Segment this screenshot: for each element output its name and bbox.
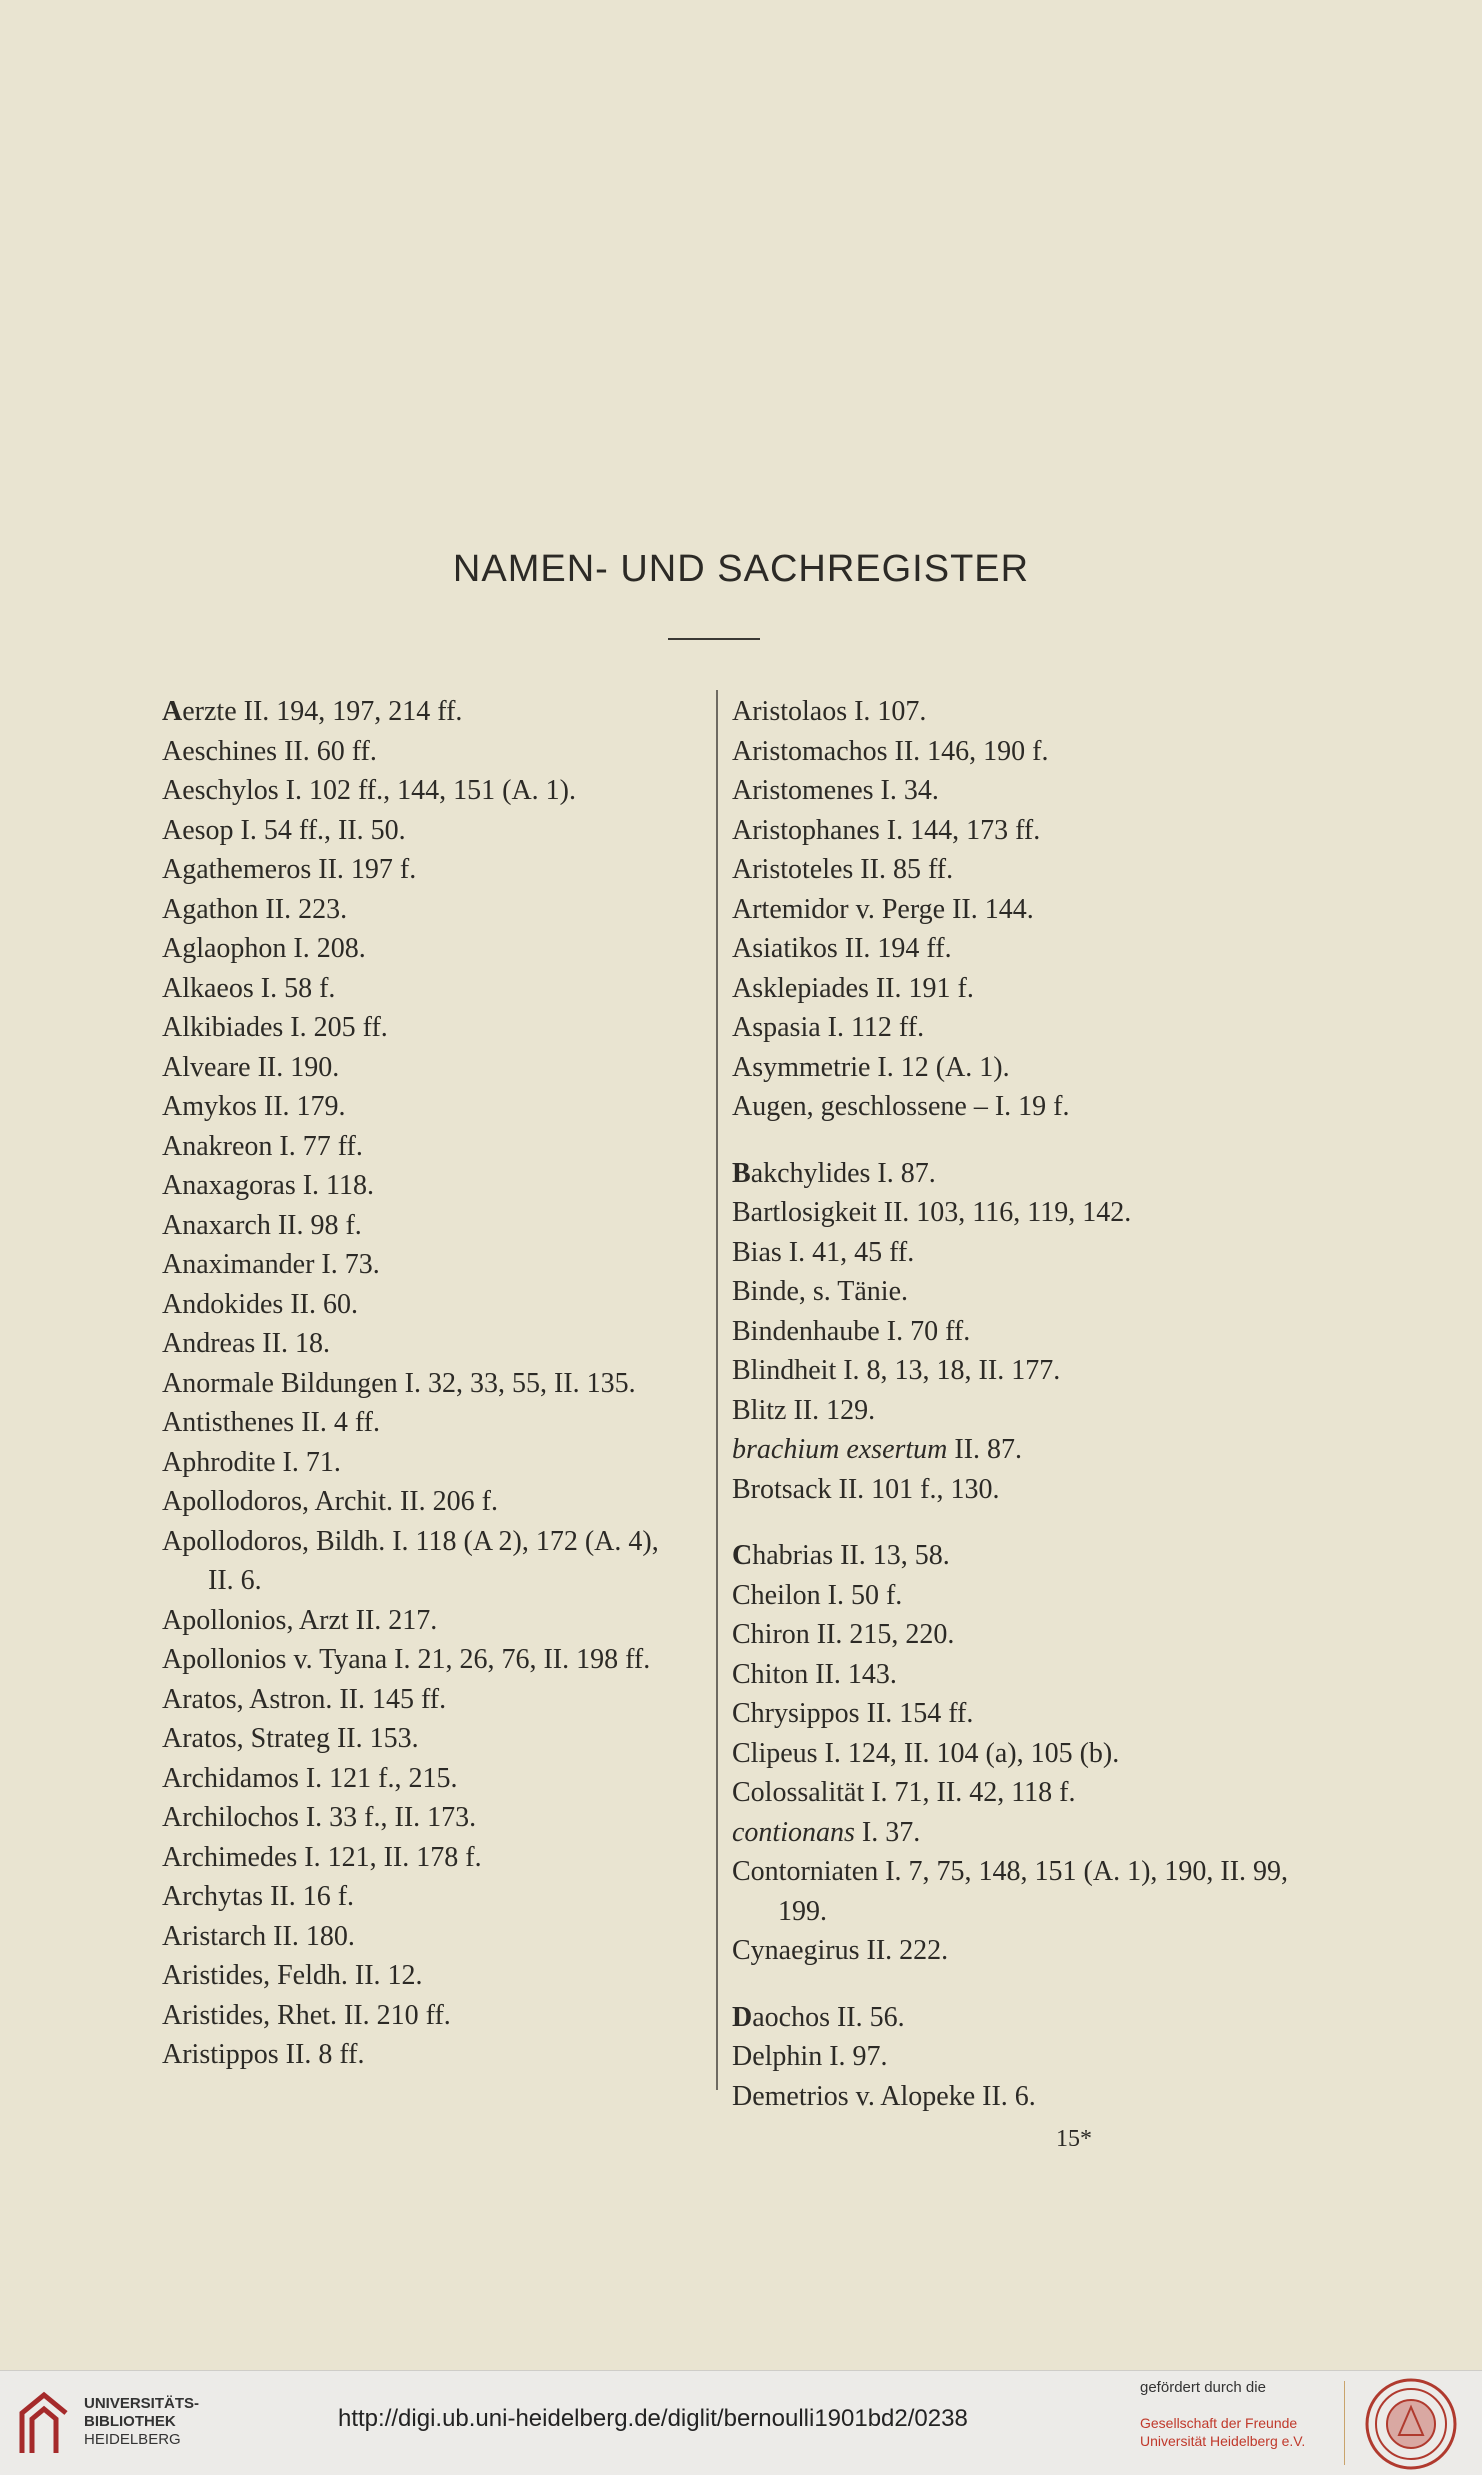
- entry-text: Alkaeos I. 58 f.: [162, 972, 336, 1004]
- index-entry: [162, 1759, 682, 1799]
- entry-text: Asklepiades II. 191 f.: [732, 972, 974, 1004]
- entry-text: Contorniaten I. 7, 75, 148, 151 (A. 1), 190, II. 99, 199.: [732, 1856, 1289, 1927]
- page-title: NAMEN- UND SACHREGISTER: [452, 548, 1030, 590]
- entry-text: Chrysippos II. 154 ff.: [732, 1698, 974, 1729]
- entry-text: Aristippos II. 8 ff.: [162, 2039, 365, 2070]
- index-entry: [732, 1008, 1292, 1048]
- sponsor-by-text: gefördert durch die: [1140, 2379, 1266, 2396]
- entry-text: Aristomenes I. 34.: [732, 775, 939, 806]
- index-entry: [162, 811, 682, 851]
- entry-text: Andokides II. 60.: [162, 1288, 358, 1320]
- index-entry: [732, 811, 1292, 851]
- entry-text: Asiatikos II. 194 ff.: [732, 933, 952, 964]
- index-entry: [732, 1813, 1292, 1853]
- entry-text: Blindheit I. 8, 13, 18, II. 177.: [732, 1355, 1061, 1386]
- index-entry: [732, 1576, 1292, 1616]
- index-entry: [162, 969, 682, 1009]
- index-entry: [162, 2035, 682, 2075]
- page-number: 15*: [1056, 2126, 1092, 2152]
- entry-text: Asymmetrie I. 12 (A. 1).: [732, 1051, 1010, 1083]
- index-entry: [162, 1996, 682, 2036]
- library-logo-icon: [14, 2389, 74, 2459]
- index-entry: [732, 1615, 1292, 1655]
- viewer-footer: [0, 2370, 1482, 2475]
- sponsor-block: [1140, 2379, 1340, 2450]
- entry-initial: A: [162, 696, 183, 727]
- index-entry: [162, 929, 682, 969]
- index-entry: [732, 1931, 1292, 1971]
- index-entry: [732, 1430, 1292, 1470]
- index-entry: [732, 1272, 1292, 1312]
- university-seal-icon: [1364, 2377, 1458, 2471]
- index-entry: [162, 1087, 682, 1127]
- sponsor-org-line2: Universität Heidelberg e.V.: [1140, 2433, 1306, 2449]
- entry-text: Anaxagoras I. 118.: [162, 1170, 375, 1201]
- entry-text: Agathon II. 223.: [162, 893, 348, 925]
- entry-text: contionans: [732, 1816, 855, 1848]
- index-entry: [162, 1877, 682, 1917]
- index-entry: [162, 850, 682, 890]
- title-rule: [668, 638, 760, 640]
- index-entry: [732, 929, 1292, 969]
- entry-text: Aristomachos II. 146, 190 f.: [732, 735, 1049, 767]
- index-entry: [732, 1233, 1292, 1273]
- index-entry: [732, 1536, 1292, 1576]
- index-entry: [162, 1680, 682, 1720]
- library-name-line1: UNIVERSITÄTS-: [84, 2395, 200, 2412]
- entry-text: Aristolaos I. 107.: [732, 696, 927, 727]
- entry-text: Bartlosigkeit II. 103, 116, 119, 142.: [732, 1197, 1132, 1228]
- library-name: [84, 2395, 199, 2449]
- entry-text: Apollonios, Arzt II. 217.: [162, 1604, 438, 1636]
- index-entry: [732, 890, 1292, 930]
- entry-initial: B: [732, 1157, 751, 1189]
- entry-initial: C: [732, 1540, 753, 1571]
- index-entry: [732, 1694, 1292, 1734]
- index-column-left: [162, 692, 682, 2075]
- entry-text: Archidamos I. 121 f., 215.: [162, 1762, 458, 1794]
- index-entry: [732, 2037, 1292, 2077]
- entry-text: aochos II. 56.: [752, 2001, 905, 2033]
- index-entry: [162, 1403, 682, 1443]
- index-entry: [162, 1364, 682, 1404]
- index-entry: [162, 1443, 682, 1483]
- entry-text: akchylides I. 87.: [750, 1157, 936, 1189]
- index-entry: [162, 1838, 682, 1878]
- entry-text: Aeschylos I. 102 ff., 144, 151 (A. 1).: [162, 775, 576, 806]
- entry-text: Cynaegirus II. 222.: [732, 1935, 949, 1966]
- entry-text: Aristides, Feldh. II. 12.: [162, 1960, 423, 1991]
- entry-text: erzte II. 194, 197, 214 ff.: [182, 696, 463, 727]
- index-entry: [162, 1245, 682, 1285]
- library-name-line2: BIBLIOTHEK: [84, 2413, 176, 2430]
- entry-text: Bias I. 41, 45 ff.: [732, 1236, 915, 1268]
- sponsor-org-line1: Gesellschaft der Freunde: [1140, 2415, 1298, 2431]
- entry-text: Bindenhaube I. 70 ff.: [732, 1315, 971, 1347]
- index-entry: [162, 771, 682, 811]
- index-entry: [732, 1734, 1292, 1774]
- index-entry: [732, 1312, 1292, 1352]
- index-entry: [732, 1154, 1292, 1194]
- index-entry: [732, 1193, 1292, 1233]
- entry-text: Aglaophon I. 208.: [162, 933, 366, 964]
- entry-text: Brotsack II. 101 f., 130.: [732, 1473, 1000, 1505]
- index-entry: [732, 1351, 1292, 1391]
- entry-text: Archilochos I. 33 f., II. 173.: [162, 1802, 477, 1833]
- entry-text: Amykos II. 179.: [162, 1091, 346, 1122]
- entry-text: Artemidor v. Perge II. 144.: [732, 893, 1034, 925]
- entry-text: Alkibiades I. 205 ff.: [162, 1012, 388, 1043]
- index-entry: [732, 2077, 1292, 2117]
- entry-text: Aphrodite I. 71.: [162, 1446, 341, 1478]
- entry-text: Apollonios v. Tyana I. 21, 26, 76, II. 198 ff.: [162, 1644, 651, 1675]
- entry-text: Delphin I. 97.: [732, 2041, 888, 2072]
- index-entry: [732, 1773, 1292, 1813]
- entry-text: Cheilon I. 50 f.: [732, 1579, 903, 1611]
- entry-reference: I. 37.: [854, 1816, 921, 1848]
- footer-divider: [1344, 2381, 1345, 2465]
- index-entry: [162, 1640, 682, 1680]
- index-entry: [162, 1482, 682, 1522]
- index-entry: [732, 1470, 1292, 1510]
- entry-text: Apollodoros, Archit. II. 206 f.: [162, 1486, 498, 1517]
- entry-text: Aristoteles II. 85 ff.: [732, 854, 954, 885]
- index-entry: [732, 1655, 1292, 1695]
- index-entry: [162, 1798, 682, 1838]
- entry-text: Anormale Bildungen I. 32, 33, 55, II. 135.: [162, 1367, 636, 1399]
- column-divider: [716, 690, 718, 2090]
- index-entry: [732, 850, 1292, 890]
- entry-text: Archimedes I. 121, II. 178 f.: [162, 1841, 482, 1873]
- index-entry: [162, 1522, 682, 1601]
- index-entry: [732, 1048, 1292, 1088]
- entry-text: habrias II. 13, 58.: [752, 1540, 950, 1571]
- entry-text: Apollodoros, Bildh. I. 118 (A 2), 172 (A. 4), II. 6.: [162, 1525, 659, 1596]
- index-entry: [162, 1956, 682, 1996]
- entry-text: Archytas II. 16 f.: [162, 1881, 355, 1912]
- index-entry: [162, 1719, 682, 1759]
- entry-text: Agathemeros II. 197 f.: [162, 854, 417, 885]
- index-entry: [732, 732, 1292, 772]
- entry-text: Anaximander I. 73.: [162, 1249, 380, 1280]
- index-entry: [162, 1048, 682, 1088]
- index-entry: [732, 771, 1292, 811]
- index-entry: [162, 1285, 682, 1325]
- entry-text: Clipeus I. 124, II. 104 (a), 105 (b).: [732, 1737, 1120, 1769]
- index-entry: [162, 692, 682, 732]
- document-url-link[interactable]: http://digi.ub.uni-heidelberg.de/diglit/bernoulli1901bd2/0238: [338, 2405, 968, 2432]
- index-entry: [732, 692, 1292, 732]
- index-entry: [732, 1087, 1292, 1127]
- library-name-line3: HEIDELBERG: [84, 2431, 181, 2448]
- index-entry: [162, 1917, 682, 1957]
- entry-text: Alveare II. 190.: [162, 1051, 340, 1083]
- entry-text: brachium exsertum: [732, 1434, 948, 1465]
- index-entry: [162, 1601, 682, 1641]
- index-entry: [732, 969, 1292, 1009]
- entry-text: Chiron II. 215, 220.: [732, 1619, 955, 1650]
- entry-reference: II. 87.: [947, 1434, 1023, 1465]
- index-entry: [162, 1166, 682, 1206]
- index-entry: [162, 1127, 682, 1167]
- index-entry: [162, 1324, 682, 1364]
- entry-text: Demetrios v. Alopeke II. 6.: [732, 2080, 1036, 2112]
- entry-text: Binde, s. Tänie.: [732, 1276, 909, 1307]
- entry-initial: D: [732, 2001, 753, 2033]
- entry-text: Aratos, Astron. II. 145 ff.: [162, 1683, 447, 1715]
- entry-text: Augen, geschlossene – I. 19 f.: [732, 1091, 1070, 1122]
- entry-text: Aeschines II. 60 ff.: [162, 735, 377, 767]
- index-column-right: [732, 692, 1292, 2116]
- index-entry: [732, 1852, 1292, 1931]
- entry-text: Andreas II. 18.: [162, 1328, 330, 1359]
- index-entry: [162, 1206, 682, 1246]
- entry-text: Colossalität I. 71, II. 42, 118 f.: [732, 1777, 1076, 1808]
- entry-text: Chiton II. 143.: [732, 1658, 897, 1690]
- entry-text: Aristarch II. 180.: [162, 1920, 355, 1952]
- entry-text: Aspasia I. 112 ff.: [732, 1012, 925, 1043]
- entry-text: Aratos, Strateg II. 153.: [162, 1723, 419, 1754]
- index-entry: [162, 890, 682, 930]
- entry-text: Aristides, Rhet. II. 210 ff.: [162, 1999, 451, 2031]
- entry-text: Aesop I. 54 ff., II. 50.: [162, 814, 406, 846]
- entry-text: Anaxarch II. 98 f.: [162, 1209, 362, 1241]
- entry-text: Aristophanes I. 144, 173 ff.: [732, 814, 1041, 846]
- index-entry: [162, 732, 682, 772]
- index-entry: [732, 1391, 1292, 1431]
- index-entry: [732, 1998, 1292, 2038]
- entry-text: Blitz II. 129.: [732, 1394, 876, 1426]
- index-entry: [162, 1008, 682, 1048]
- entry-text: Anakreon I. 77 ff.: [162, 1130, 363, 1162]
- entry-text: Antisthenes II. 4 ff.: [162, 1407, 380, 1438]
